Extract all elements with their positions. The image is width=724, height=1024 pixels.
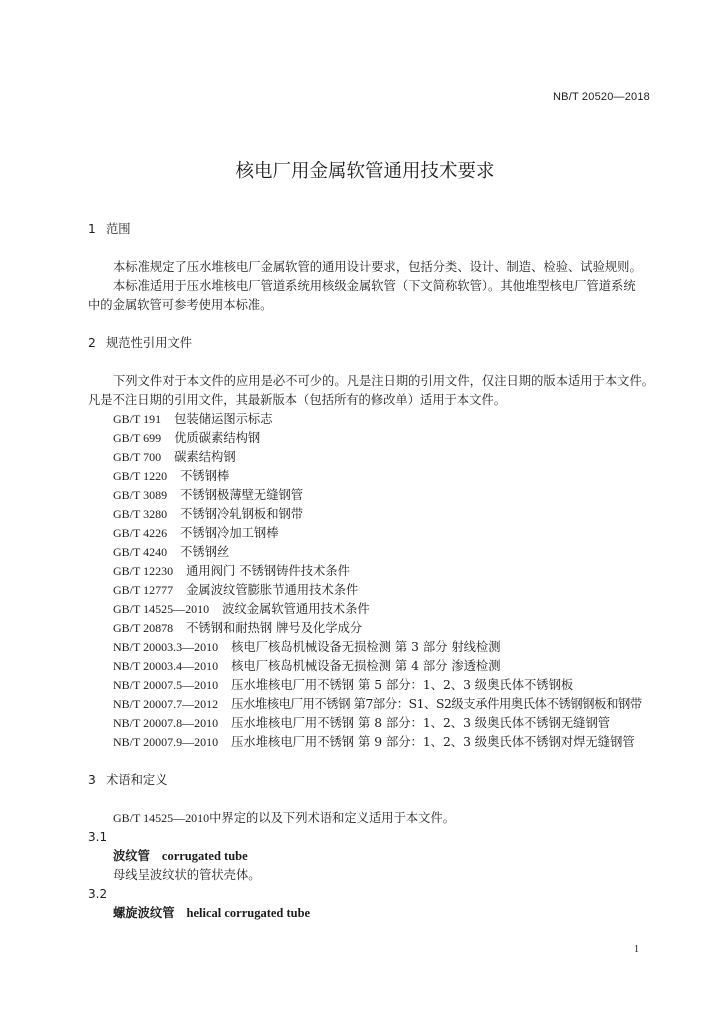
terms-intro-text: 中界定的以及下列术语和定义适用于本文件。 xyxy=(209,811,456,825)
reference-item xyxy=(0,619,724,638)
section-heading-scope xyxy=(0,220,724,239)
reference-title: 核电厂核岛机械设备无损检测 第 3 部分 射线检测 xyxy=(231,640,501,654)
section-number: 1 xyxy=(88,222,96,236)
reference-code: NB/T 20007.9—2010 xyxy=(113,735,219,749)
section-title: 规范性引用文件 xyxy=(106,336,193,350)
reference-item xyxy=(0,733,724,752)
term-chinese: 螺旋波纹管 xyxy=(113,906,175,920)
reference-title: 不锈钢冷加工钢棒 xyxy=(180,526,279,540)
terms-intro xyxy=(0,809,724,828)
reference-item xyxy=(0,695,724,714)
reference-code: GB/T 20878 xyxy=(113,621,174,635)
reference-title: 不锈钢极薄壁无缝钢管 xyxy=(180,488,304,502)
section-title: 术语和定义 xyxy=(106,773,168,787)
reference-title: 碳素结构钢 xyxy=(174,450,236,464)
terms-intro-reference: GB/T 14525—2010 xyxy=(113,811,210,825)
reference-code: GB/T 14525—2010 xyxy=(113,602,210,616)
reference-title: 包装储运图示标志 xyxy=(174,412,273,426)
reference-code: GB/T 4240 xyxy=(113,545,168,559)
section-number: 3 xyxy=(88,773,96,787)
reference-item xyxy=(0,581,724,600)
reference-title: 压水堆核电厂用不锈钢 第 8 部分：1、2、3 级奥氏体不锈钢无缝钢管 xyxy=(231,716,611,730)
term-entry xyxy=(0,904,724,923)
paragraph-line: 中的金属软管可参考使用本标准。 xyxy=(88,298,273,312)
reference-title: 压水堆核电厂用不锈钢 第 5 部分：1、2、3 级奥氏体不锈钢板 xyxy=(231,678,574,692)
section-title: 范围 xyxy=(106,222,131,236)
reference-item xyxy=(0,562,724,581)
paragraph-line: 下列文件对于本文件的应用是必不可少的。凡是注日期的引用文件，仅注日期的版本适用于本文件。 xyxy=(113,374,655,388)
reference-item xyxy=(0,657,724,676)
reference-code: GB/T 1220 xyxy=(113,469,168,483)
reference-code: NB/T 20007.5—2010 xyxy=(113,678,219,692)
reference-title: 波纹金属软管通用技术条件 xyxy=(222,602,370,616)
reference-title: 不锈钢冷轧钢板和钢带 xyxy=(180,507,304,521)
reference-title: 压水堆核电厂用不锈钢 第 9 部分：1、2、3 级奥氏体不锈钢对焊无缝钢管 xyxy=(231,735,635,749)
reference-item xyxy=(0,676,724,695)
section-heading-terms xyxy=(0,771,724,790)
section-heading-normative-references xyxy=(0,334,724,353)
reference-item xyxy=(0,410,724,429)
reference-item xyxy=(0,429,724,448)
reference-code: GB/T 699 xyxy=(113,431,162,445)
reference-title: 核电厂核岛机械设备无损检测 第 4 部分 渗透检测 xyxy=(231,659,501,673)
reference-code: NB/T 20007.7—2012 xyxy=(113,697,219,711)
reference-code: GB/T 12777 xyxy=(113,583,174,597)
document-body xyxy=(0,220,724,923)
standard-code: NB/T 20520—2018 xyxy=(553,91,650,103)
document-title: 核电厂用金属软管通用技术要求 xyxy=(235,161,495,182)
paragraph-line: 凡是不注日期的引用文件，其最新版本（包括所有的修改单）适用于本文件。 xyxy=(88,393,507,407)
reference-title: 不锈钢棒 xyxy=(180,469,230,483)
reference-title: 金属波纹管膨胀节通用技术条件 xyxy=(186,583,359,597)
paragraph-line: 本标准规定了压水堆核电厂金属软管的通用设计要求，包括分类、设计、制造、检验、试验规则。 xyxy=(113,260,642,274)
term-definition: 母线呈波纹状的管状壳体。 xyxy=(113,868,261,882)
reference-code: GB/T 4226 xyxy=(113,526,168,540)
reference-code: GB/T 3280 xyxy=(113,507,168,521)
reference-code: GB/T 3089 xyxy=(113,488,168,502)
reference-list xyxy=(0,410,724,752)
reference-item xyxy=(0,600,724,619)
reference-title: 优质碳素结构钢 xyxy=(174,431,261,445)
term-chinese: 波纹管 xyxy=(113,849,150,863)
reference-title: 通用阀门 不锈钢铸件技术条件 xyxy=(186,564,350,578)
paragraph-line: 本标准适用于压水堆核电厂管道系统用核级金属软管（下文简称软管）。其他堆型核电厂管道系统 xyxy=(113,279,636,293)
reference-code: NB/T 20003.4—2010 xyxy=(113,659,219,673)
reference-item xyxy=(0,543,724,562)
section-number: 2 xyxy=(88,336,96,350)
reference-item xyxy=(0,467,724,486)
term-english: helical corrugated tube xyxy=(186,906,311,920)
reference-code: GB/T 700 xyxy=(113,450,162,464)
term-number: 3.2 xyxy=(88,887,108,901)
reference-title: 不锈钢丝 xyxy=(180,545,230,559)
reference-item xyxy=(0,505,724,524)
reference-item xyxy=(0,524,724,543)
reference-title: 不锈钢和耐热钢 牌号及化学成分 xyxy=(186,621,363,635)
reference-item xyxy=(0,714,724,733)
reference-item xyxy=(0,448,724,467)
reference-code: NB/T 20003.3—2010 xyxy=(113,640,219,654)
term-number: 3.1 xyxy=(88,830,108,844)
reference-code: GB/T 12230 xyxy=(113,564,174,578)
page-number: 1 xyxy=(634,944,639,955)
term-entry xyxy=(0,847,724,866)
term-english: corrugated tube xyxy=(161,849,248,863)
reference-title: 压水堆核电厂用不锈钢 第7部分：S1、S2级支承件用奥氏体不锈钢钢板和钢带 xyxy=(231,697,642,711)
reference-item xyxy=(0,486,724,505)
reference-item xyxy=(0,638,724,657)
reference-code: GB/T 191 xyxy=(113,412,162,426)
reference-code: NB/T 20007.8—2010 xyxy=(113,716,219,730)
